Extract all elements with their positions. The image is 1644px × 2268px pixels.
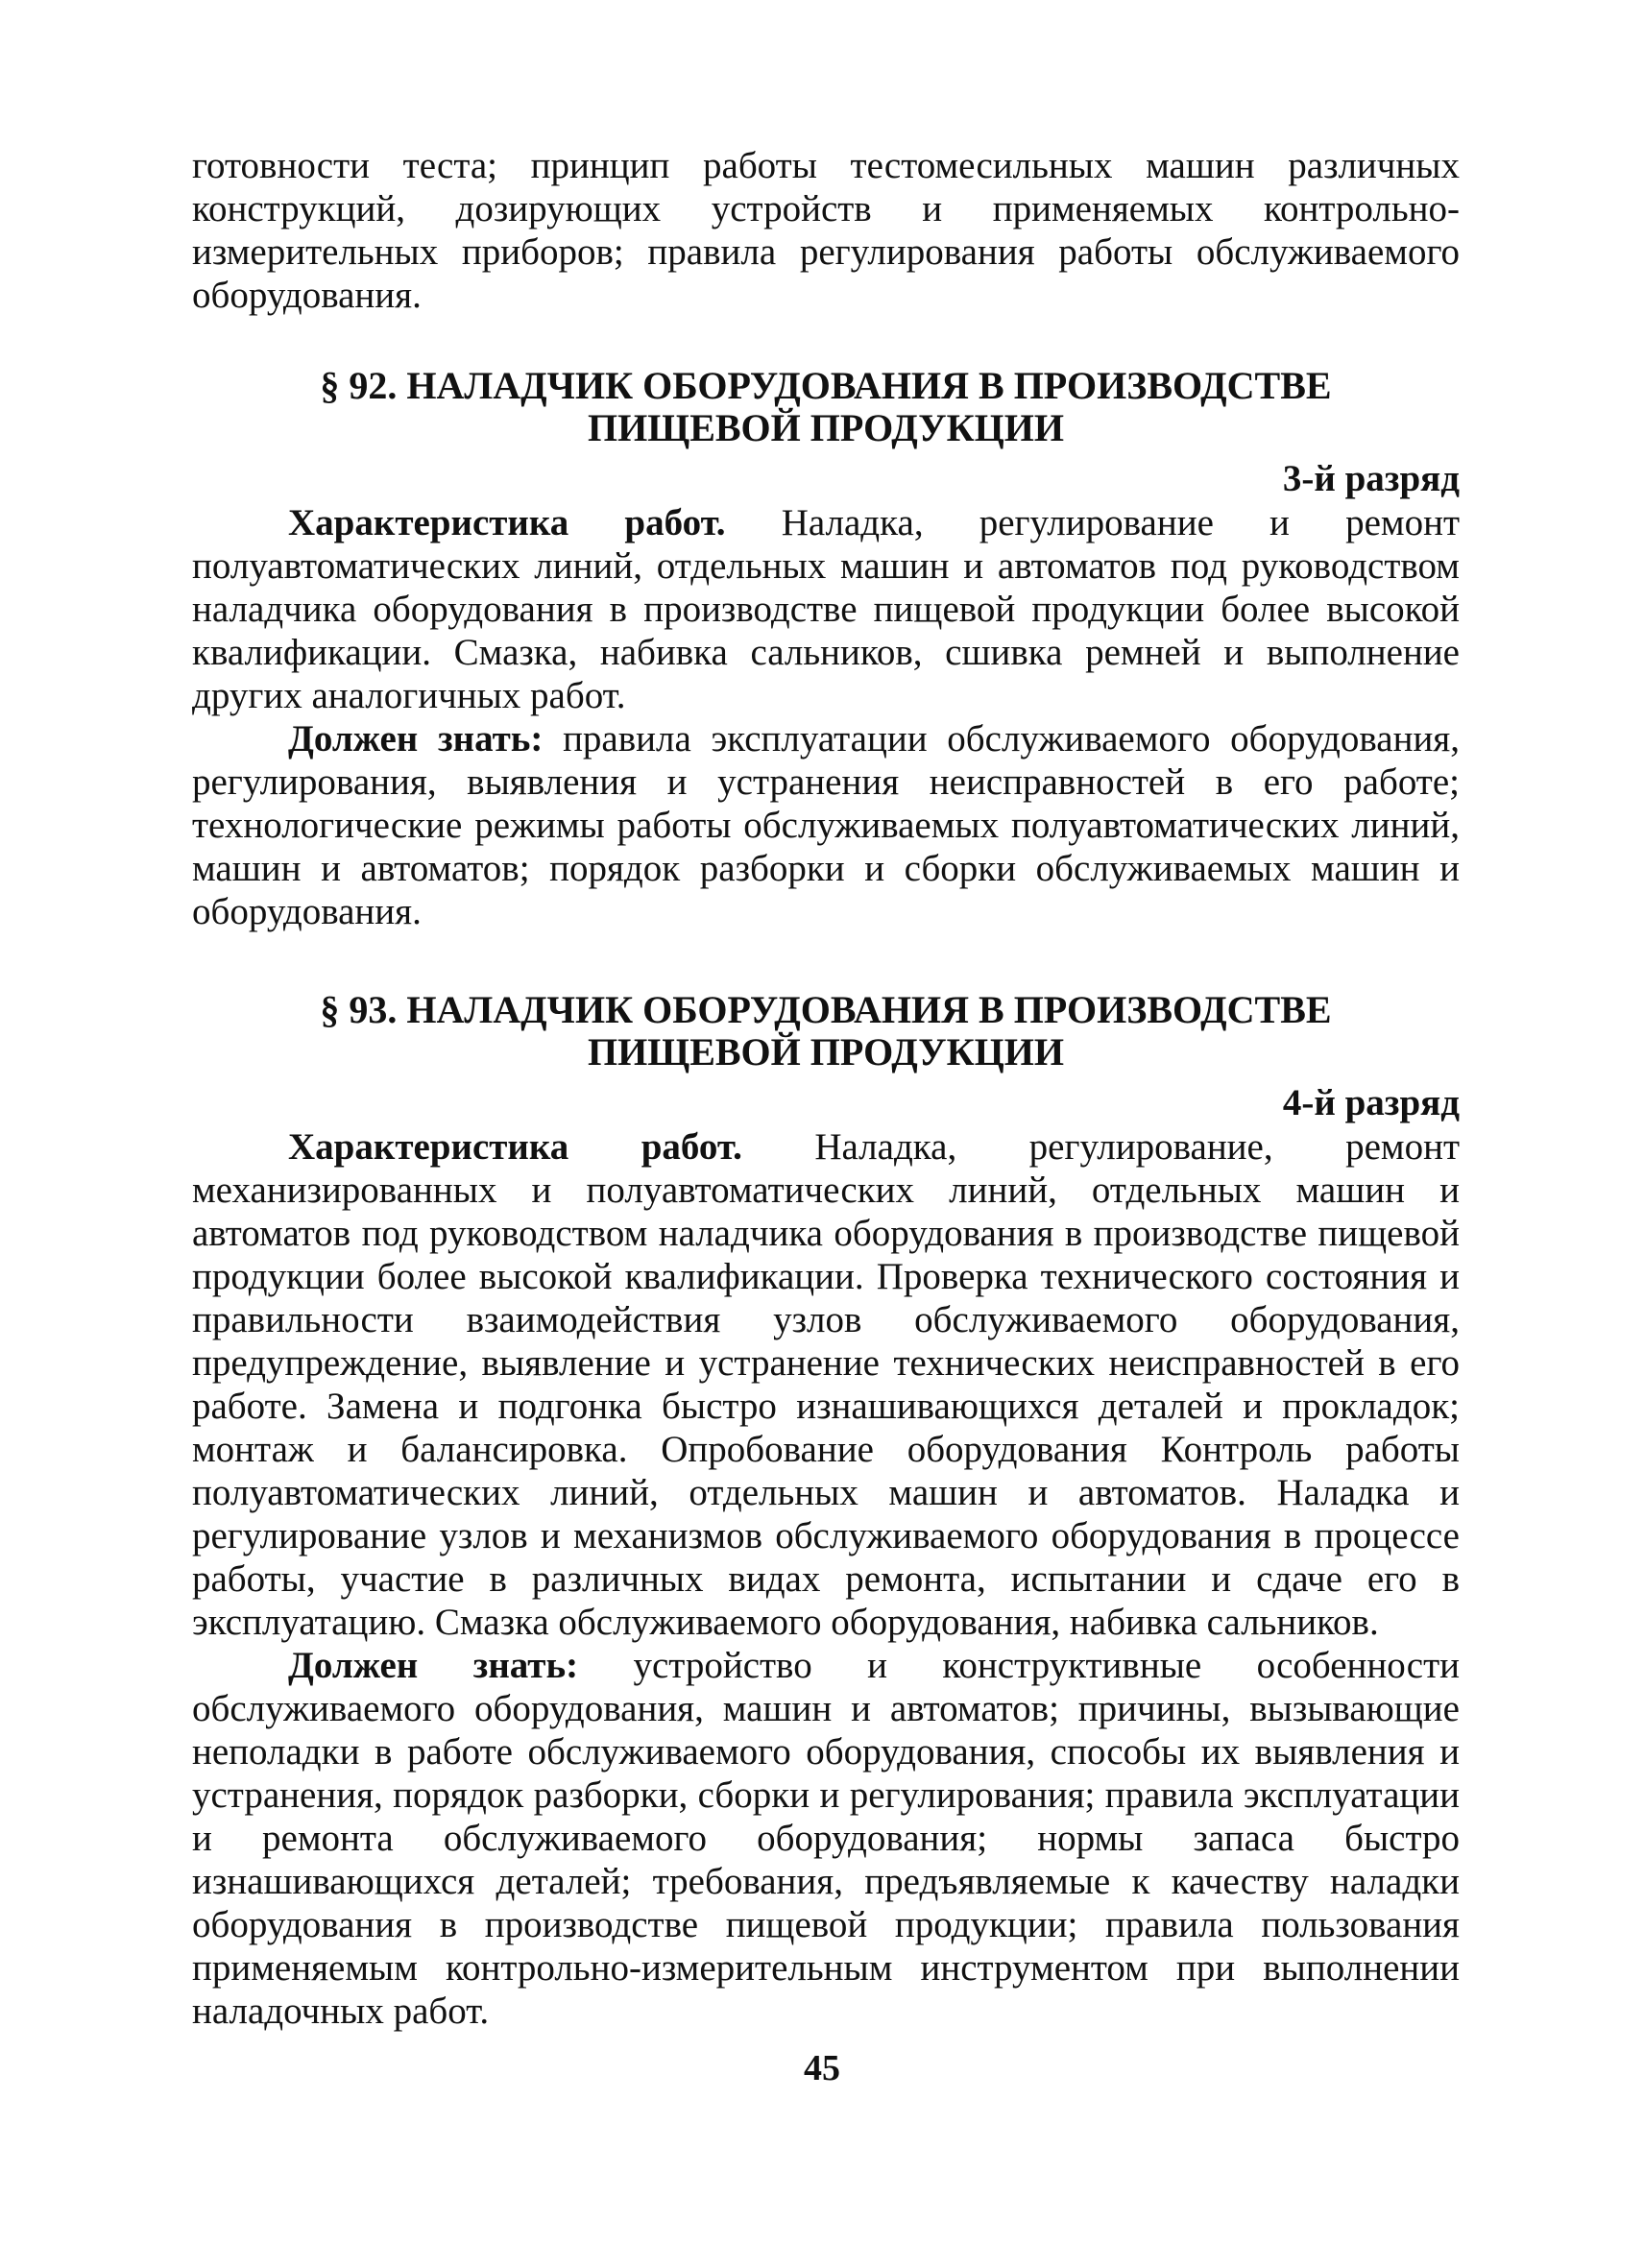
section-92-grade: 3-й разряд (1282, 458, 1460, 499)
section-92-characteristics-label: Характеристика работ. (288, 502, 726, 543)
section-93-grade: 4-й разряд (1282, 1082, 1460, 1123)
document-page (192, 144, 1460, 2033)
section-93-knowledge-label: Должен знать: (288, 1645, 579, 1686)
section-92-title-line2: ПИЩЕВОЙ ПРОДУКЦИИ (588, 406, 1064, 449)
section-93-title-line2: ПИЩЕВОЙ ПРОДУКЦИИ (588, 1030, 1064, 1074)
section-93-title (192, 989, 1460, 1074)
section-93-knowledge (192, 1644, 1460, 2033)
section-93-knowledge-text: устройство и конструктивные особенности обслуживаемого оборудования, машин и автоматов; причины, вызывающие неполадки в работе обслуживаемого оборудования, способы их выявления и устранения, порядок разборки, сборки и регулирования; правила эксплуатации и ремонта обслуживаемого оборудования; нормы запаса быстро изнашивающихся деталей; требования, предъявляемые к качеству наладки оборудования в производстве пищевой продукции; правила пользования применяемым контрольно-измерительным инструментом при выполнении наладочных работ. (192, 1645, 1460, 2032)
section-93-title-line1: § 93. НАЛАДЧИК ОБОРУДОВАНИЯ В ПРОИЗВОДСТВЕ (320, 988, 1332, 1031)
section-93-characteristics-label: Характеристика работ. (288, 1126, 742, 1168)
section-92-title (192, 365, 1460, 449)
section-92-title-line1: § 92. НАЛАДЧИК ОБОРУДОВАНИЯ В ПРОИЗВОДСТВЕ (320, 364, 1332, 407)
page-number: 45 (804, 2048, 840, 2088)
section-93-characteristics (192, 1125, 1460, 1644)
section-92-knowledge-text: правила эксплуатации обслуживаемого оборудования, регулирования, выявления и устранения неисправностей в его работе; технологические режимы работы обслуживаемых полуавтоматических линий, машин и автоматов; порядок разборки и сборки обслуживаемых машин и оборудования. (192, 718, 1460, 932)
intro-paragraph: готовности теста; принцип работы тестомесильных машин различных конструкций, дозирующих устройств и применяемых контрольно-измерительных приборов; правила регулирования работы обслуживаемого оборудования. (192, 145, 1460, 316)
section-92-knowledge (192, 717, 1460, 933)
section-92-knowledge-label: Должен знать: (288, 718, 544, 760)
section-93-characteristics-text: Наладка, регулирование, ремонт механизированных и полуавтоматических линий, отдельных машин и автоматов под руководством наладчика оборудования в производстве пищевой продукции более высокой квалификации. Проверка технического состояния и правильности взаимодействия узлов обслуживаемого оборудования, предупреждение, выявление и устранение технических неисправностей в его работе. Замена и подгонка быстро изнашивающихся деталей и прокладок; монтаж и балансировка. Опробование оборудования Контроль работы полуавтоматических линий, отдельных машин и автоматов. Наладка и регулирование узлов и механизмов обслуживаемого оборудования в процессе работы, участие в различных видах ремонта, испытании и сдаче его в эксплуатацию. Смазка обслуживаемого оборудования, набивка сальников. (192, 1126, 1460, 1643)
section-92-characteristics-text: Наладка, регулирование и ремонт полуавтоматических линий, отдельных машин и автоматов под руководством наладчика оборудования в производстве пищевой продукции более высокой квалификации. Смазка, набивка сальников, сшивка ремней и выполнение других аналогичных работ. (192, 502, 1460, 716)
section-92-characteristics (192, 501, 1460, 717)
